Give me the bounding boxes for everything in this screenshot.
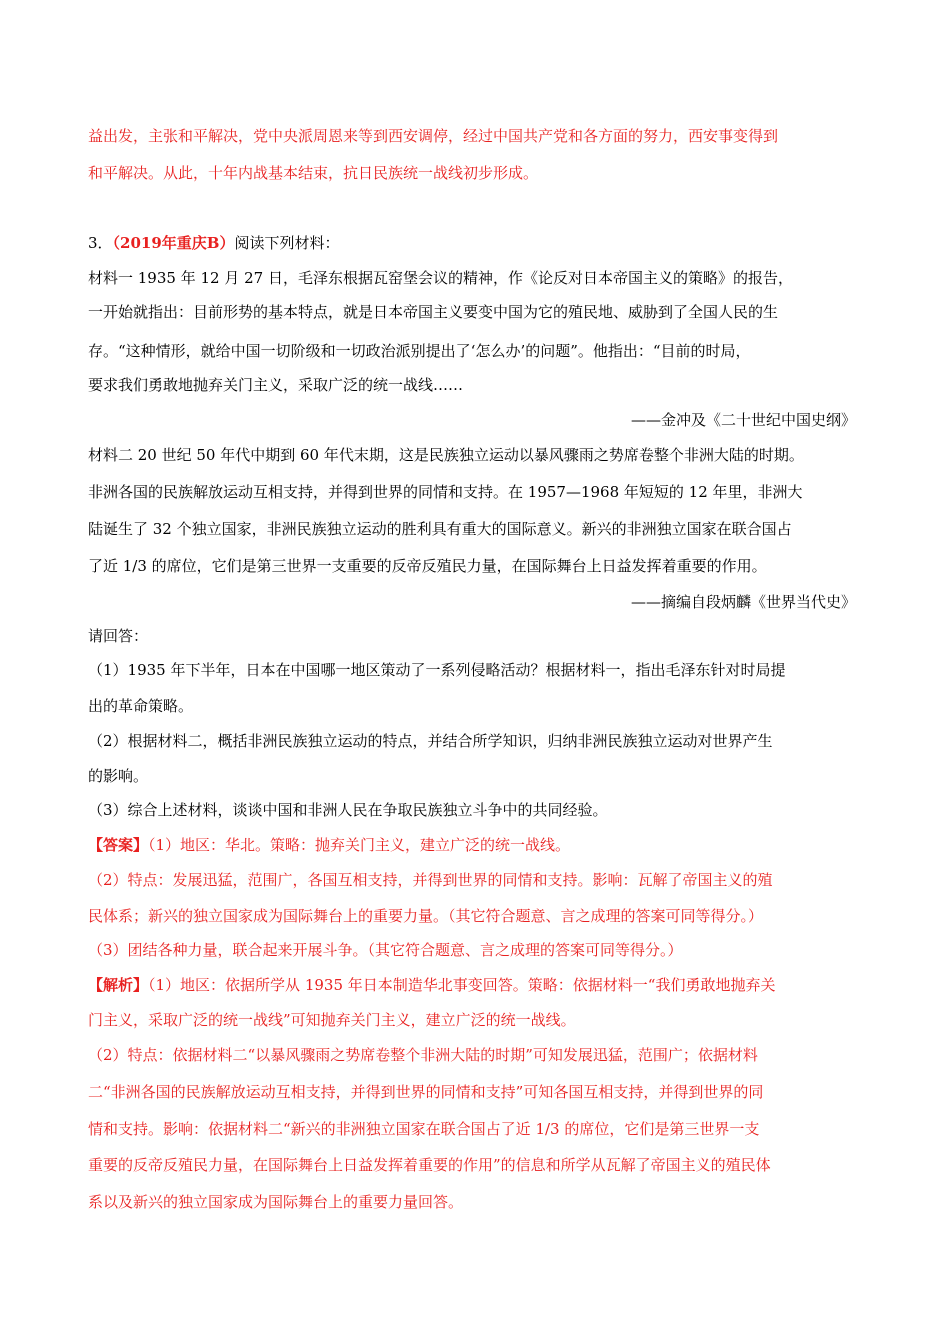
- question-source: （2019年重庆B）: [112, 234, 235, 252]
- analysis-line: 重要的反帝反殖民力量，在国际舞台上日益发挥着重要的作用”的信息和所学从瓦解了帝国主义的殖民体: [88, 1156, 771, 1174]
- material2-source: ——摘编自段炳麟《世界当代史》: [630, 593, 856, 611]
- analysis-first-line: [88, 975, 775, 995]
- material2-line: 了近 1/3 的席位，它们是第三世界一支重要的反帝反殖民力量，在国际舞台上日益发挥着重要的作用。: [88, 557, 767, 575]
- answer-line: （3）团结各种力量，联合起来开展斗争。（其它符合题意、言之成理的答案可同等得分。）: [88, 941, 683, 959]
- answer-text: （1）地区：华北。策略：抛弃关门主义，建立广泛的统一战线。: [148, 836, 571, 854]
- answer-first-line: [88, 835, 570, 855]
- sub-question-line: 出的革命策略。: [88, 697, 194, 715]
- analysis-line: 门主义，采取广泛的统一战线”可知抛弃关门主义，建立广泛的统一战线。: [88, 1011, 576, 1029]
- sub-question-line: （2）根据材料二，概括非洲民族独立运动的特点，并结合所学知识，归纳非洲民族独立运动对世界产生: [88, 732, 773, 750]
- material2-line: 材料二 20 世纪 50 年代中期到 60 年代末期，这是民族独立运动以暴风骤雨之势席卷整个非洲大陆的时期。: [88, 446, 804, 464]
- analysis-line: 情和支持。影响：依据材料二“新兴的非洲独立国家在联合国占了近 1/3 的席位，它们是第三世界一支: [88, 1120, 760, 1138]
- answer-tag: 【答案】: [88, 836, 149, 854]
- question-header: [88, 233, 340, 253]
- material1-source: ——金冲及《二十世纪中国史纲》: [630, 411, 856, 429]
- material2-line: 陆诞生了 32 个独立国家，非洲民族独立运动的胜利具有重大的国际意义。新兴的非洲独立国家在联合国占: [88, 520, 792, 538]
- prev-line: 益出发，主张和平解决，党中央派周恩来等到西安调停，经过中国共产党和各方面的努力，西安事变得到: [88, 127, 779, 145]
- analysis-tag: 【解析】: [88, 976, 149, 994]
- analysis-line: 系以及新兴的独立国家成为国际舞台上的重要力量回答。: [88, 1193, 464, 1211]
- answer-line: （2）特点：发展迅猛，范围广，各国互相支持，并得到世界的同情和支持。影响：瓦解了帝国主义的殖: [88, 871, 773, 889]
- ask-label: 请回答：: [88, 627, 149, 645]
- material2-line: 非洲各国的民族解放运动互相支持，并得到世界的同情和支持。在 1957—1968 年短短的 12 年里，非洲大: [88, 483, 803, 501]
- question-number: 3．: [88, 234, 113, 252]
- material1-line: 要求我们勇敢地抛弃关门主义，采取广泛的统一战线……: [88, 376, 464, 394]
- prev-line: 和平解决。从此，十年内战基本结束，抗日民族统一战线初步形成。: [88, 164, 539, 182]
- analysis-line: （2）特点：依据材料二“以暴风骤雨之势席卷整个非洲大陆的时期”可知发展迅猛，范围广；依据材料: [88, 1046, 758, 1064]
- sub-question-line: （3）综合上述材料，谈谈中国和非洲人民在争取民族独立斗争中的共同经验。: [88, 801, 608, 819]
- material1-line: 一开始就指出：目前形势的基本特点，就是日本帝国主义要变中国为它的殖民地、威胁到了全国人民的生: [88, 303, 779, 321]
- analysis-line: 二“非洲各国的民族解放运动互相支持，并得到世界的同情和支持”可知各国互相支持，并得到世界的同: [88, 1083, 764, 1101]
- analysis-text: （1）地区：依据所学从 1935 年日本制造华北事变回答。策略：依据材料一“我们勇敢地抛弃关: [148, 976, 776, 994]
- sub-question-line: （1）1935 年下半年，日本在中国哪一地区策动了一系列侵略活动？根据材料一，指出毛泽东针对时局提: [88, 661, 786, 679]
- material1-line: 存。“这种情形，就给中国一切阶级和一切政治派别提出了‘怎么办’的问题”。他指出：“目前的时局，: [88, 342, 751, 360]
- sub-question-line: 的影响。: [88, 767, 149, 785]
- answer-line: 民体系；新兴的独立国家成为国际舞台上的重要力量。（其它符合题意、言之成理的答案可同等得分。）: [88, 907, 764, 925]
- question-prompt: 阅读下列材料：: [234, 234, 340, 252]
- material1-line: 材料一 1935 年 12 月 27 日，毛泽东根据瓦窑堡会议的精神，作《论反对日本帝国主义的策略》的报告，: [88, 269, 793, 287]
